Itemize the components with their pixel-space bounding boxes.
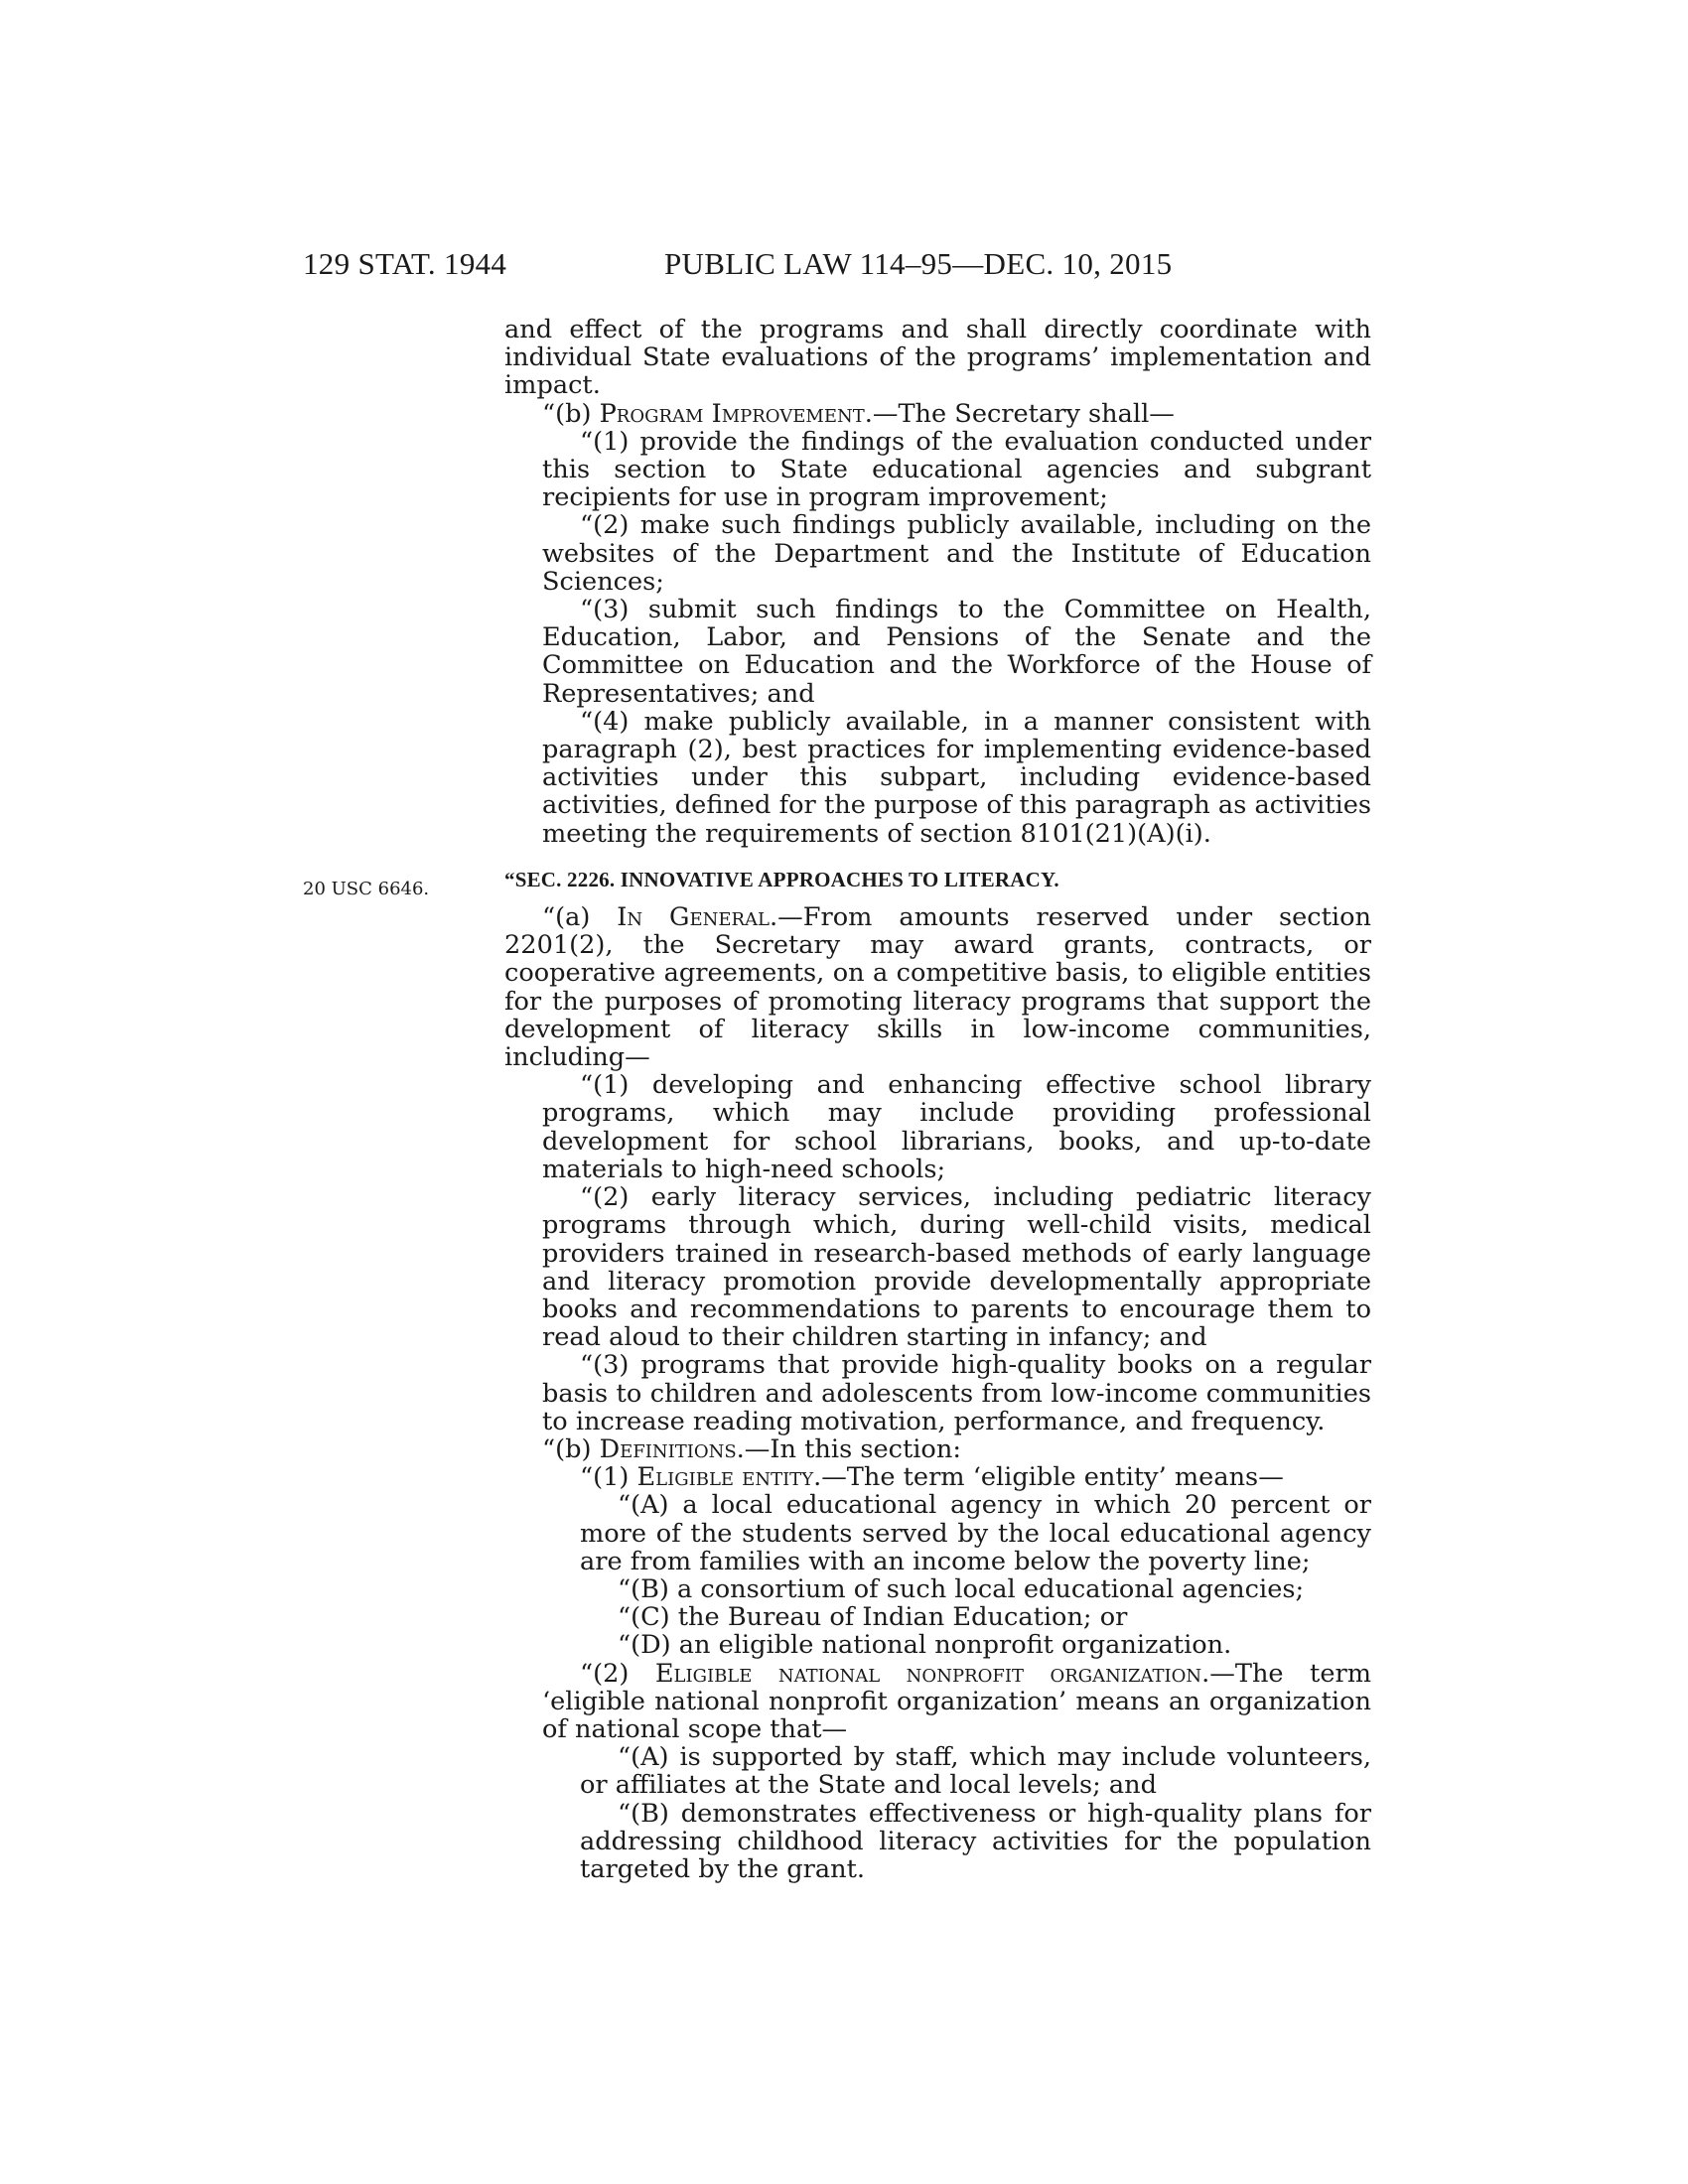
literacy-paragraph-3: “(3) programs that provide high-quality books on a regular basis to children and adolescents from low-income communities to increase reading motivation, performance, and frequency. — [542, 1350, 1371, 1436]
national-nonprofit-prefix: “(2) — [580, 1658, 655, 1689]
subsection-b-program-improvement — [504, 400, 1371, 428]
subsection-a-in-general — [504, 903, 1371, 1071]
definitions-text: .—In this section: — [736, 1433, 961, 1464]
subparagraph-C: “(C) the Bureau of Indian Education; or — [618, 1602, 1128, 1633]
document-body — [504, 316, 1371, 1883]
usc-sidenote: 20 USC 6646. — [303, 879, 430, 899]
paragraph-continuation: and effect of the programs and shall directly coordinate with individual State evaluations of the programs’ implementation and impact. — [504, 315, 1371, 401]
subsection-b-text: .—The Secretary shall— — [864, 398, 1175, 429]
literacy-paragraph-1: “(1) developing and enhancing effective school library programs, which may include providing professional development for school librarians, books, and up-to-date materials to high-need schools; — [542, 1070, 1371, 1184]
subsection-a-heading: In General — [617, 902, 770, 933]
definition-national-nonprofit — [504, 1660, 1371, 1744]
definition-eligible-entity — [504, 1463, 1371, 1491]
subsection-b-heading: Program Improvement — [599, 398, 865, 429]
eligible-entity-prefix: “(1) — [580, 1462, 637, 1493]
section-heading: “SEC. 2226. INNOVATIVE APPROACHES TO LITERACY. — [504, 867, 1059, 891]
subparagraph-A: “(A) a local educational agency in which 20 percent or more of the students served by the local educational agency are from families with an income below the poverty line; — [580, 1490, 1371, 1576]
subparagraph-D: “(D) an eligible national nonprofit organization. — [618, 1630, 1232, 1661]
nonprofit-subparagraph-B: “(B) demonstrates effectiveness or high-quality plans for addressing childhood literacy activities for the population targeted by the grant. — [580, 1798, 1371, 1884]
subsection-b-prefix: “(b) — [542, 398, 600, 429]
definitions-heading: Definitions — [599, 1433, 737, 1464]
eligible-entity-text: .—The term ‘eligible entity’ means— — [813, 1462, 1284, 1493]
paragraph-4: “(4) make publicly available, in a manner consistent with paragraph (2), best practices for implementing evidence-based activities under this subpart, including evidence-based activities, defined for the purpose of this paragraph as activities meeting the requirements of section 8101(21)(A)(i). — [542, 706, 1371, 849]
subsection-a-text: .—From amounts reserved under section 2201(2), the Secretary may award grants, contracts, or cooperative agreements, on a competitive basis, to eligible entities for the purposes of promoting literacy programs that support the development of literacy skills in low-income communities, including— — [504, 902, 1371, 1073]
national-nonprofit-text: .—The term ‘eligible national nonprofit organization’ means an organization of national scope that— — [542, 1658, 1371, 1744]
nonprofit-subparagraph-A: “(A) is supported by staff, which may include volunteers, or affiliates at the State and local levels; and — [580, 1742, 1371, 1801]
eligible-entity-heading: Eligible entity — [636, 1462, 814, 1493]
definitions-prefix: “(b) — [542, 1433, 600, 1464]
subparagraph-B: “(B) a consortium of such local educational agencies; — [618, 1573, 1305, 1604]
paragraph-1: “(1) provide the findings of the evaluation conducted under this section to State educational agencies and subgrant recipients for use in program improvement; — [542, 426, 1371, 513]
statute-page-number: 129 STAT. 1944 — [303, 246, 507, 281]
subsection-b-definitions — [504, 1435, 1371, 1463]
page-header — [303, 246, 1206, 286]
public-law-citation: PUBLIC LAW 114–95—DEC. 10, 2015 — [664, 246, 1173, 281]
national-nonprofit-heading: Eligible national nonprofit organization — [654, 1658, 1202, 1689]
literacy-paragraph-2: “(2) early literacy services, including pediatric literacy programs through which, during well-child visits, medical providers trained in research-based methods of early language and literacy promotion provide developmentally appropriate books and recommendations to parents to encourage them to read aloud to their children starting in infancy; and — [542, 1182, 1371, 1353]
paragraph-3: “(3) submit such findings to the Committee on Health, Education, Labor, and Pensions of the Senate and the Committee on Education and the Workforce of the House of Representatives; and — [542, 595, 1371, 709]
paragraph-2: “(2) make such findings publicly available, including on the websites of the Department and the Institute of Education Sciences; — [542, 510, 1371, 597]
subsection-a-prefix: “(a) — [542, 902, 618, 933]
